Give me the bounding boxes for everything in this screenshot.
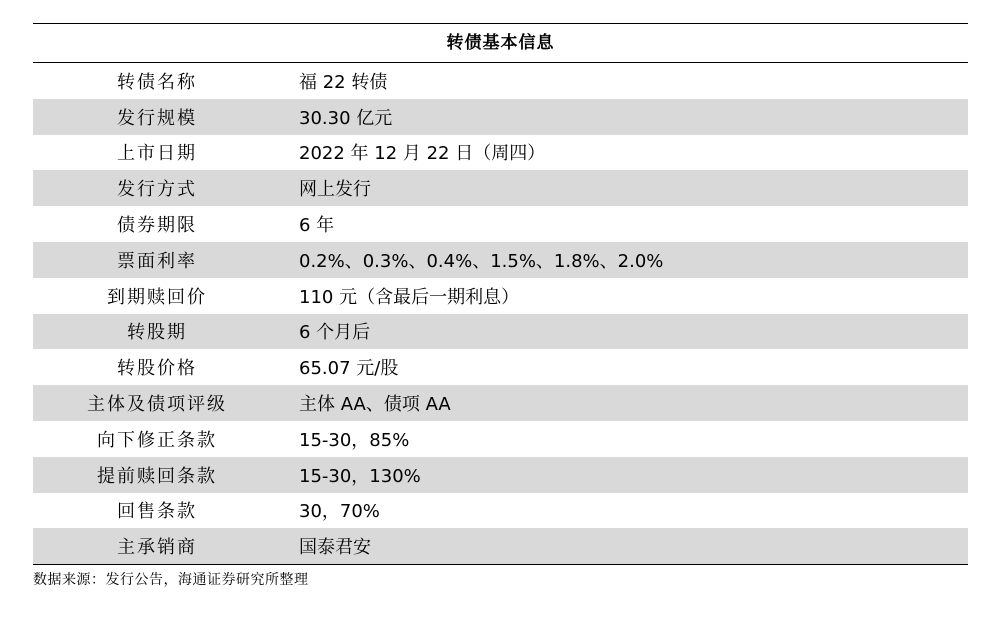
table-body: [33, 63, 968, 564]
table-row: [33, 421, 968, 457]
row-label: 到期赎回价: [107, 286, 207, 308]
row-value: 主体 AA、债项 AA: [299, 394, 451, 416]
table-row: [33, 314, 968, 350]
table-title: 转债基本信息: [33, 24, 968, 63]
table-row: [33, 385, 968, 421]
table-bottom-rule: [33, 564, 968, 565]
row-value: 65.07 元/股: [299, 358, 399, 380]
bond-info-table: [33, 23, 968, 565]
row-value: 15-30，130%: [299, 465, 421, 487]
row-value: 110 元（含最后一期利息）: [299, 286, 520, 308]
row-label: 回售条款: [117, 501, 197, 523]
row-value: 0.2%、0.3%、0.4%、1.5%、1.8%、2.0%: [299, 250, 664, 272]
table-row: [33, 278, 968, 314]
table-row: [33, 349, 968, 385]
row-label: 上市日期: [117, 143, 197, 165]
row-value: 6 个月后: [299, 322, 371, 344]
row-label: 转股期: [127, 322, 187, 344]
row-label: 向下修正条款: [97, 429, 217, 451]
row-value: 网上发行: [299, 179, 371, 201]
table-row: [33, 242, 968, 278]
row-value: 6 年: [299, 215, 335, 237]
table-row: [33, 528, 968, 564]
row-value: 2022 年 12 月 22 日（周四）: [299, 143, 546, 165]
table-row: [33, 99, 968, 135]
row-label: 发行方式: [117, 179, 197, 201]
row-value: 30，70%: [299, 501, 380, 523]
row-value: 15-30，85%: [299, 429, 410, 451]
row-label: 提前赎回条款: [97, 465, 217, 487]
row-value: 30.30 亿元: [299, 107, 393, 129]
table-row: [33, 135, 968, 171]
table-row: [33, 206, 968, 242]
row-label: 转股价格: [117, 358, 197, 380]
source-note: 数据来源：发行公告，海通证券研究所整理: [33, 572, 309, 588]
row-label: 主体及债项评级: [87, 394, 227, 416]
table-row: [33, 170, 968, 206]
row-value: 国泰君安: [299, 537, 371, 559]
row-label: 债券期限: [117, 215, 197, 237]
row-label: 发行规模: [117, 107, 197, 129]
table-row: [33, 457, 968, 493]
row-label: 主承销商: [117, 537, 197, 559]
row-label: 票面利率: [117, 250, 197, 272]
table-row: [33, 493, 968, 529]
row-value: 福 22 转债: [299, 71, 388, 93]
table-row: [33, 63, 968, 99]
row-label: 转债名称: [117, 71, 197, 93]
